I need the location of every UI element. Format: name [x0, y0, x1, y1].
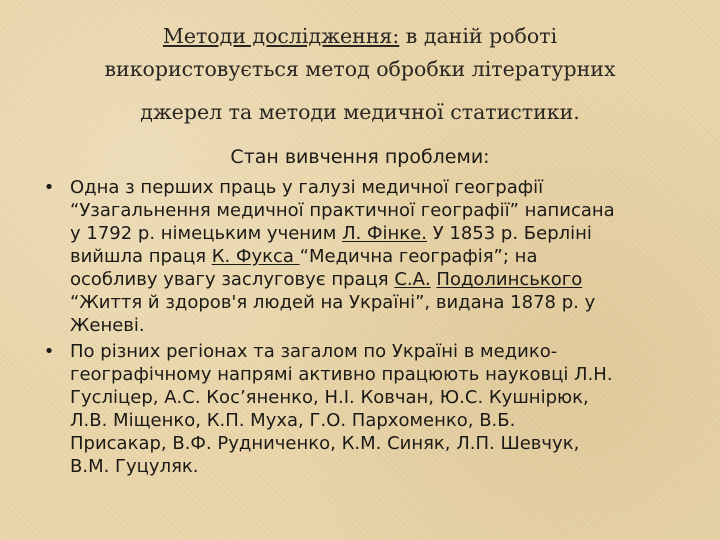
bullet-line: географічному напрямі активно працюють науковці Л.Н.: [70, 364, 613, 385]
text-run: У 1853 р. Берліні: [426, 223, 592, 244]
bullet-line: Присакар, В.Ф. Рудниченко, К.М. Синяк, Л.П. Шевчук,: [70, 433, 580, 454]
bullet-line: Л.В. Міщенко, К.П. Муха, Г.О. Пархоменко, В.Б.: [70, 410, 516, 431]
bullet-item-researchers: [43, 340, 710, 478]
methods-paragraph: [60, 20, 660, 129]
bullet-line: “Узагальнення медичної практичної географії” написана: [70, 200, 615, 221]
methods-line-1: [60, 20, 660, 53]
text-run: “Медична географія”; на: [299, 246, 538, 267]
bullet-line: “Життя й здоров'я людей на Україні”, видана 1878 р. у: [70, 292, 596, 313]
bullet-icon: •: [43, 177, 55, 198]
bullet-icon: •: [43, 341, 55, 362]
bullet-line: Одна з перших праць у галузі медичної географії: [70, 177, 544, 198]
section-subheading: Стан вивчення проблеми:: [230, 146, 490, 168]
methods-line-2: використовується метод обробки літературних: [104, 57, 616, 81]
bullet-line: Женеві.: [70, 315, 145, 336]
methods-line-1-rest: в даній роботі: [399, 24, 558, 48]
text-run: вийшла праця: [70, 246, 212, 267]
bullet-line: [70, 268, 710, 291]
methods-label: Методи дослідження:: [162, 24, 400, 48]
bullet-item-literature: [43, 176, 710, 337]
author-initials-link: С.А.: [394, 269, 431, 290]
bullet-line: [70, 245, 710, 268]
bullet-line: Гусліцер, А.С. Кос’яненко, Н.І. Ковчан, Ю.С. Кушнірюк,: [70, 387, 589, 408]
bullet-list: [43, 176, 710, 478]
methods-line-3: джерел та методи медичної статистики.: [140, 100, 580, 124]
bullet-line: По різних регіонах та загалом по Україні в медико-: [70, 341, 558, 362]
text-run: у 1792 р. німецьким ученим: [70, 223, 343, 244]
bullet-line: [70, 222, 710, 245]
text-run: особливу увагу заслуговує праця: [70, 269, 395, 290]
author-podolynsky-link: Подолинського: [436, 269, 583, 290]
bullet-line: В.М. Гуцуляк.: [70, 456, 199, 477]
author-fuks-link: К. Фукса: [211, 246, 300, 267]
author-finke-link: Л. Фінке.: [342, 223, 427, 244]
